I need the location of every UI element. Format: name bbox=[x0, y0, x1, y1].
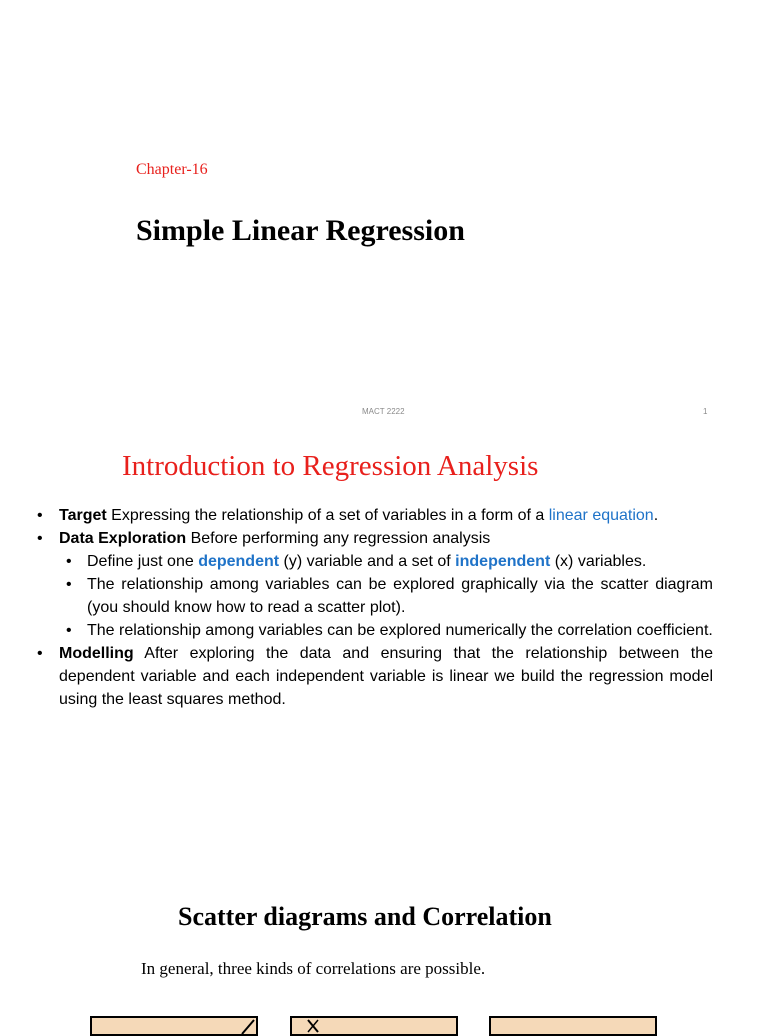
chapter-label: Chapter-16 bbox=[136, 161, 208, 178]
slide-title: Simple Linear Regression bbox=[136, 214, 465, 247]
bullet-text: Define just one bbox=[87, 553, 199, 570]
footer-page-number: 1 bbox=[703, 407, 708, 416]
linear-equation-term: linear equation bbox=[548, 507, 654, 524]
bullet-list bbox=[0, 504, 768, 711]
bullet-data-exploration bbox=[59, 527, 713, 550]
negative-trend-icon bbox=[292, 1018, 456, 1034]
bullet-text: After exploring the data and ensuring that the relationship between the dependent variable and each independent variable is linear we build the regression model using the least squares method. bbox=[59, 645, 713, 708]
bullet-modelling bbox=[59, 642, 713, 711]
bullet-text: The relationship among variables can be explored graphically via the scatter diagram (you should know how to read a scatter plot). bbox=[87, 576, 713, 616]
positive-trend-icon bbox=[92, 1018, 256, 1034]
sub-bullet-correlation bbox=[87, 619, 713, 642]
bullet-label: Target bbox=[59, 507, 107, 524]
sub-bullet-variables bbox=[87, 550, 713, 573]
bullet-target bbox=[59, 504, 713, 527]
sub-bullet-scatter bbox=[87, 573, 713, 619]
bullet-label: Modelling bbox=[59, 645, 134, 662]
bullet-text: Expressing the relationship of a set of variables in a form of a bbox=[106, 507, 549, 524]
scatter-thumbnail-positive bbox=[90, 1016, 258, 1036]
dependent-term: dependent bbox=[198, 553, 280, 570]
bullet-text: (y) variable and a set of bbox=[279, 553, 456, 570]
scatter-section-subtitle: In general, three kinds of correlations are possible. bbox=[141, 959, 486, 978]
bullet-text: The relationship among variables can be explored numerically the correlation coefficient. bbox=[87, 622, 713, 639]
independent-term: independent bbox=[455, 553, 551, 570]
scatter-thumbnail-negative bbox=[290, 1016, 458, 1036]
scatter-section-title: Scatter diagrams and Correlation bbox=[178, 902, 552, 931]
bullet-text: (x) variables. bbox=[550, 553, 647, 570]
bullet-label: Data Exploration bbox=[59, 530, 187, 547]
bullet-text: . bbox=[653, 507, 659, 524]
footer-course-code: MACT 2222 bbox=[362, 407, 405, 416]
bullet-text: Before performing any regression analysis bbox=[186, 530, 491, 547]
scatter-thumbnail-none bbox=[489, 1016, 657, 1036]
section-title: Introduction to Regression Analysis bbox=[122, 450, 539, 482]
